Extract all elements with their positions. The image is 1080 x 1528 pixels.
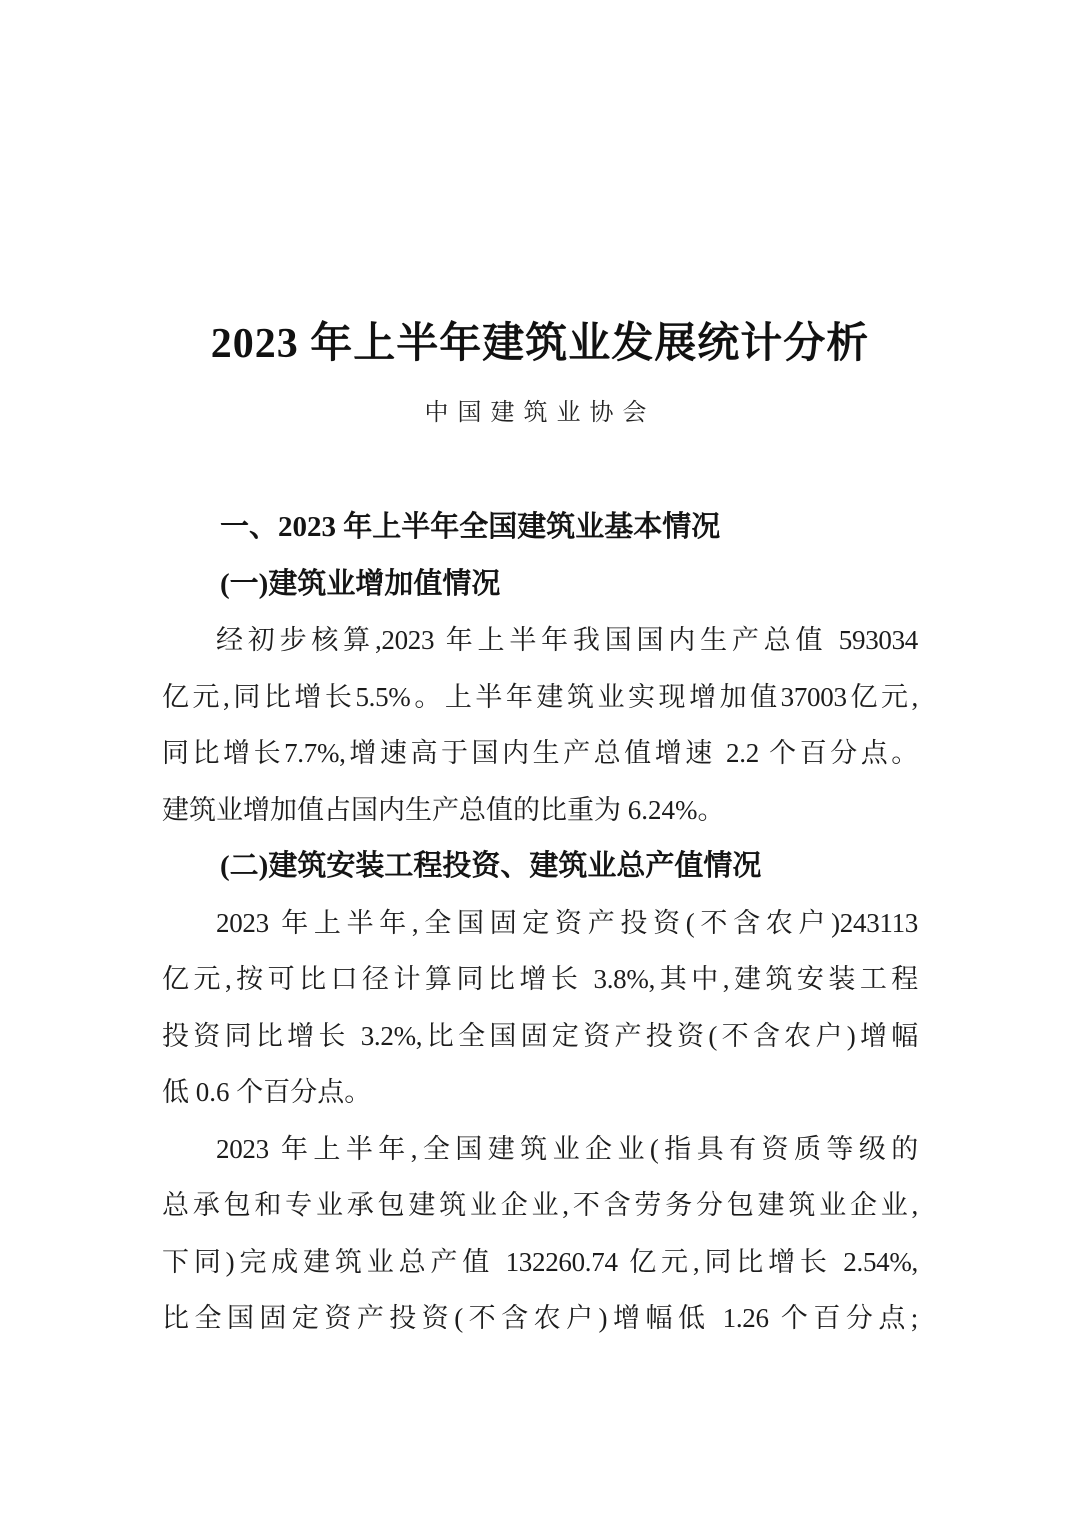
document-title: 2023 年上半年建筑业发展统计分析 <box>210 321 870 367</box>
paragraph-line: 比全国固定资产投资(不含农户)增幅低 1.26 个百分点; <box>162 1303 918 1333</box>
paragraph-line: 经初步核算,2023 年上半年我国国内生产总值 593034 <box>216 625 918 655</box>
paragraph-line: 建筑业增加值占国内生产总值的比重为 6.24%。 <box>162 794 725 825</box>
document-body <box>162 499 918 1347</box>
paragraph-line: 下同)完成建筑业总产值 132260.74 亿元,同比增长 2.54%, <box>162 1246 918 1277</box>
paragraph-line: 低 0.6 个百分点。 <box>162 1077 372 1107</box>
paragraph-line: 同比增长7.7%,增速高于国内生产总值增速 2.2 个百分点。 <box>162 738 918 768</box>
paragraph-line: 亿元,同比增长5.5%。上半年建筑业实现增加值37003亿元, <box>162 681 918 712</box>
paragraph-line: 2023 年上半年,全国固定资产投资(不含农户)243113 <box>216 907 918 938</box>
paragraph-line: 亿元,按可比口径计算同比增长 3.8%,其中,建筑安装工程 <box>162 964 918 994</box>
paragraph-line: 投资同比增长 3.2%,比全国固定资产投资(不含农户)增幅 <box>162 1020 918 1051</box>
paragraph-line: 2023 年上半年,全国建筑业企业(指具有资质等级的 <box>216 1133 918 1164</box>
subsection-heading-1-2: (二)建筑安装工程投资、建筑业总产值情况 <box>220 850 762 882</box>
paragraph-line: 总承包和专业承包建筑业企业,不含劳务分包建筑业企业, <box>162 1190 918 1220</box>
subsection-heading-1-1: (一)建筑业增加值情况 <box>220 567 501 600</box>
section-heading-1: 一、2023 年上半年全国建筑业基本情况 <box>220 511 721 543</box>
document-author: 中国建筑业协会 <box>424 400 656 426</box>
